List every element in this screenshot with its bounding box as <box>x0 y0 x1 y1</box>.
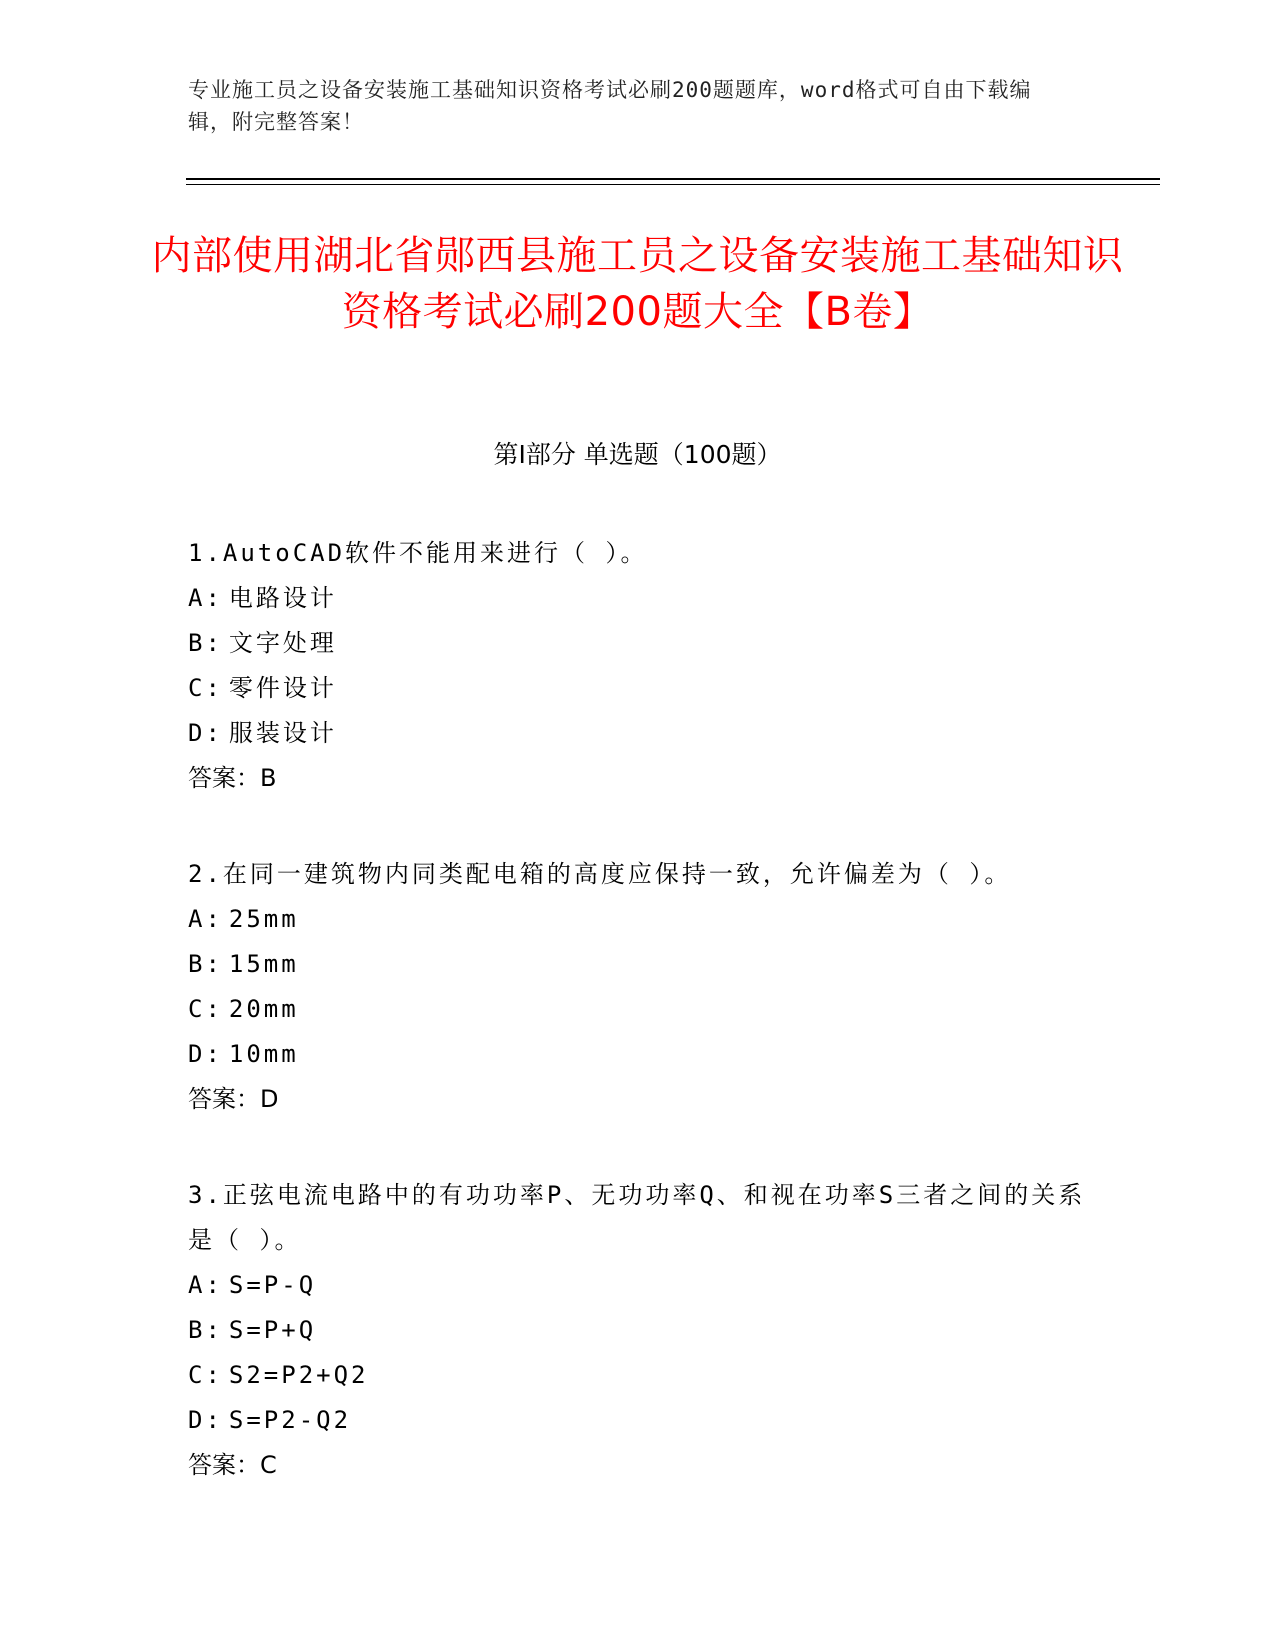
option-letter: A: <box>188 1271 223 1299</box>
option-letter: D: <box>188 1040 223 1068</box>
answer-line: 答案：B <box>188 764 277 792</box>
question-list <box>188 531 1088 1539</box>
option-text: 25mm <box>228 905 299 933</box>
option-text: 15mm <box>228 950 299 978</box>
option-text: 文字处理 <box>228 629 337 657</box>
option-b <box>188 621 1088 666</box>
option-text: 10mm <box>228 1040 299 1068</box>
option-text: 服装设计 <box>228 719 337 747</box>
option-b <box>188 1308 1088 1353</box>
option-c <box>188 1353 1088 1398</box>
option-letter: C: <box>188 995 223 1023</box>
option-letter: D: <box>188 1406 223 1434</box>
option-text: 20mm <box>228 995 299 1023</box>
option-a <box>188 1263 1088 1308</box>
option-text: S=P+Q <box>228 1316 317 1344</box>
answer-line: 答案：D <box>188 1085 279 1113</box>
section-heading: 第I部分 单选题（100题） <box>493 440 782 469</box>
option-text: 电路设计 <box>228 584 337 612</box>
option-letter: B: <box>188 950 223 978</box>
option-d <box>188 711 1088 756</box>
option-letter: A: <box>188 905 223 933</box>
option-c <box>188 987 1088 1032</box>
option-d <box>188 1398 1088 1443</box>
option-letter: B: <box>188 1316 223 1344</box>
question-2 <box>188 852 1088 1122</box>
option-a <box>188 897 1088 942</box>
option-d <box>188 1032 1088 1077</box>
option-text: S2=P2+Q2 <box>228 1361 369 1389</box>
option-text: S=P2-Q2 <box>228 1406 352 1434</box>
option-letter: B: <box>188 629 223 657</box>
option-b <box>188 942 1088 987</box>
document-title: 内部使用湖北省郧西县施工员之设备安装施工基础知识资格考试必刷200题大全【B卷】 <box>151 233 1124 335</box>
header-rule-thick <box>186 178 1160 180</box>
question-stem: 3.正弦电流电路中的有功功率P、无功功率Q、和视在功率S三者之间的关系是（ ）。 <box>188 1181 1086 1254</box>
answer-line: 答案：C <box>188 1451 277 1479</box>
question-stem: 1.AutoCAD软件不能用来进行（ ）。 <box>188 539 648 567</box>
header-note: 专业施工员之设备安装施工基础知识资格考试必刷200题题库，word格式可自由下载编辑，附完整答案！ <box>188 78 1032 134</box>
question-3 <box>188 1173 1088 1488</box>
option-text: 零件设计 <box>228 674 337 702</box>
option-a <box>188 576 1088 621</box>
question-stem: 2.在同一建筑物内同类配电箱的高度应保持一致，允许偏差为（ ）。 <box>188 860 1012 888</box>
option-letter: A: <box>188 584 223 612</box>
option-letter: C: <box>188 1361 223 1389</box>
option-letter: C: <box>188 674 223 702</box>
option-c <box>188 666 1088 711</box>
question-1 <box>188 531 1088 801</box>
option-letter: D: <box>188 719 223 747</box>
header-rule-thin <box>186 184 1160 185</box>
option-text: S=P-Q <box>228 1271 317 1299</box>
